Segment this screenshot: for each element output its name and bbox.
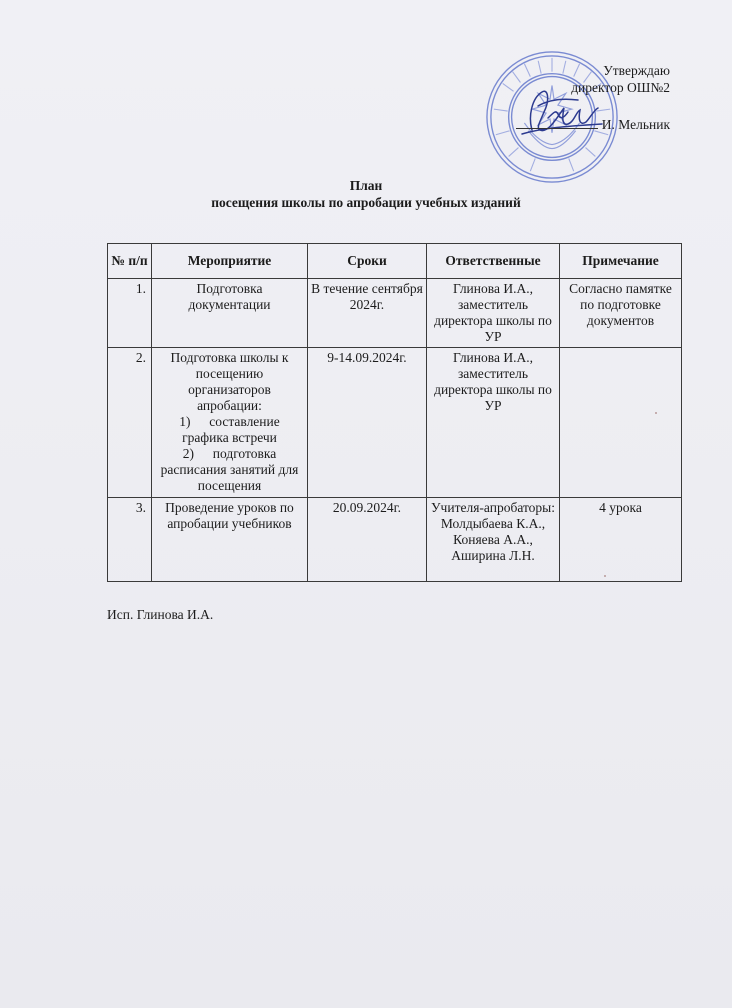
table-row — [108, 279, 682, 348]
approval-position: директор ОШ№2 — [571, 80, 670, 95]
row-responsible: Глинова И.А., заместитель директора школы по УР — [427, 348, 560, 498]
approval-block — [516, 62, 670, 133]
row-number: 3. — [108, 498, 152, 582]
row-dates: 9-14.09.2024г. — [308, 348, 427, 498]
header-note: Примечание — [560, 244, 682, 279]
plan-table — [107, 243, 682, 582]
approval-signer: И. Мельник — [601, 117, 670, 132]
row-event: Проведение уроков по апробации учебников — [152, 498, 308, 582]
header-event: Мероприятие — [152, 244, 308, 279]
row-event: Подготовка документации — [152, 279, 308, 348]
title-line-1: План — [349, 178, 383, 193]
row-dates: В течение сентября 2024г. — [308, 279, 427, 348]
row-responsible: Учителя-апробаторы: Молдыбаева К.А., Коняева А.А., Аширина Л.Н. — [427, 498, 560, 582]
row-event — [152, 348, 308, 498]
executor-note: Исп. Глинова И.А. — [107, 607, 214, 622]
scan-speck — [655, 412, 657, 414]
table-header-row — [108, 244, 682, 279]
sub-item-text: подготовка расписания занятий для посещения — [160, 446, 299, 493]
row-dates: 20.09.2024г. — [308, 498, 427, 582]
sub-item-text: составление графика встречи — [182, 414, 280, 445]
row-note: Согласно памятке по подготовке документов — [560, 279, 682, 348]
row-responsible: Глинова И.А., заместитель директора школы по УР — [427, 279, 560, 348]
table-row — [108, 348, 682, 498]
header-dates: Сроки — [308, 244, 427, 279]
sub-item-marker: 1) — [179, 414, 191, 429]
sub-item-marker: 2) — [182, 446, 195, 461]
row-note: 4 урока — [560, 498, 682, 582]
signature-underline — [516, 128, 598, 129]
title-line-2: посещения школы по апробации учебных изданий — [211, 195, 521, 210]
sub-item — [155, 414, 304, 446]
document-title — [0, 177, 732, 211]
header-number: № п/п — [108, 244, 152, 279]
approval-heading: Утверждаю — [603, 63, 670, 78]
row-number: 1. — [108, 279, 152, 348]
table-row — [108, 498, 682, 582]
row-event-main: Подготовка школы к посещению организаторов апробации: — [170, 350, 289, 413]
row-note — [560, 348, 682, 498]
sub-item — [155, 446, 304, 494]
row-number: 2. — [108, 348, 152, 498]
scan-speck — [604, 575, 606, 577]
header-responsible: Ответственные — [427, 244, 560, 279]
signature-line — [516, 116, 670, 133]
